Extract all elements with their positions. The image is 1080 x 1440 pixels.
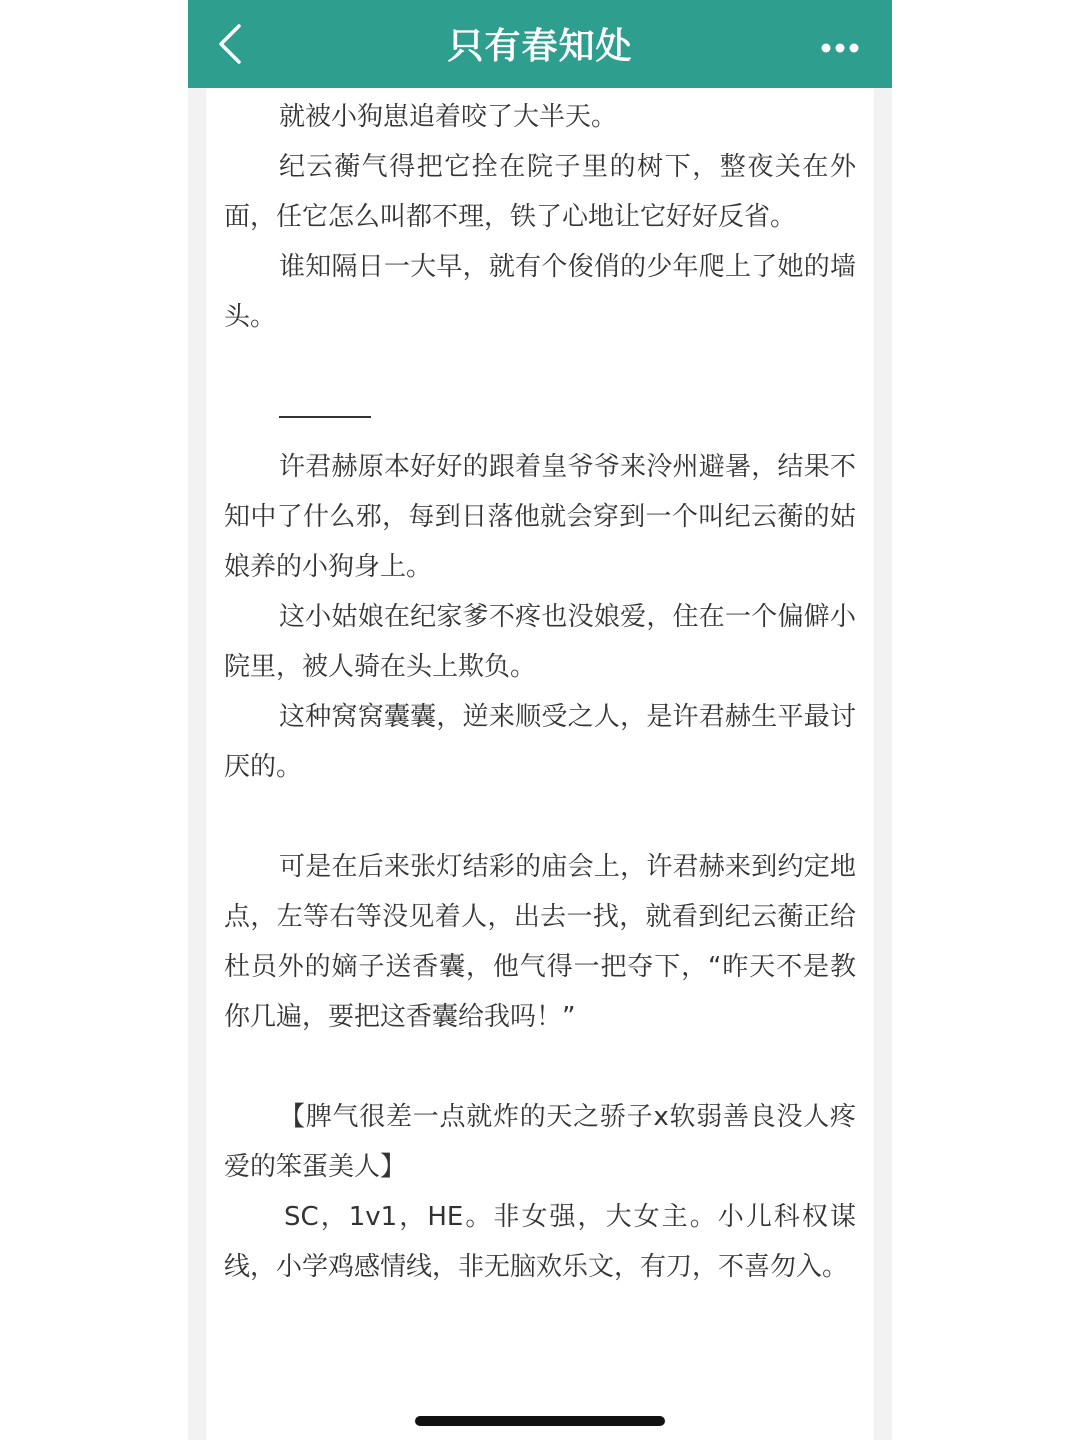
article-page[interactable] — [206, 88, 874, 1440]
paragraph: 纪云蘅气得把它拴在院子里的树下，整夜关在外面，任它怎么叫都不理，铁了心地让它好好反省。 — [224, 152, 856, 232]
paragraph: 这种窝窝囊囊，逆来顺受之人，是许君赫生平最讨厌的。 — [224, 702, 856, 782]
spacer — [224, 1042, 856, 1092]
paragraph: 就被小狗崽追着咬了大半天。 — [279, 102, 618, 132]
page-title: 只有春知处 — [447, 26, 633, 67]
more-dots-icon — [820, 42, 860, 54]
paragraph: 这小姑娘在纪家爹不疼也没娘爱，住在一个偏僻小院里，被人骑在头上欺负。 — [224, 602, 856, 682]
more-button[interactable] — [810, 28, 870, 68]
tagline: 【脾气很差一点就炸的天之骄子x软弱善良没人疼爱的笨蛋美人】 — [224, 1102, 856, 1182]
paragraph: 谁知隔日一大早，就有个俊俏的少年爬上了她的墙头。 — [224, 252, 856, 332]
spacer — [224, 792, 856, 842]
reader-screen — [188, 0, 892, 1440]
navigation-bar — [188, 0, 892, 88]
spacer — [224, 342, 856, 392]
article-content — [224, 92, 856, 1292]
paragraph: SC，1v1，HE。非女强，大女主。小儿科权谋线，小学鸡感情线，非无脑欢乐文，有刀，不喜勿入。 — [224, 1202, 856, 1282]
paragraph: 许君赫原本好好的跟着皇爷爷来泠州避暑，结果不知中了什么邪，每到日落他就会穿到一个叫纪云蘅的姑娘养的小狗身上。 — [224, 452, 856, 582]
home-indicator[interactable] — [415, 1416, 665, 1426]
paragraph: 可是在后来张灯结彩的庙会上，许君赫来到约定地点，左等右等没见着人，出去一找，就看到纪云蘅正给杜员外的嫡子送香囊，他气得一把夺下，“昨天不是教你几遍，要把这香囊给我吗！” — [224, 852, 856, 1032]
section-divider — [224, 392, 856, 442]
